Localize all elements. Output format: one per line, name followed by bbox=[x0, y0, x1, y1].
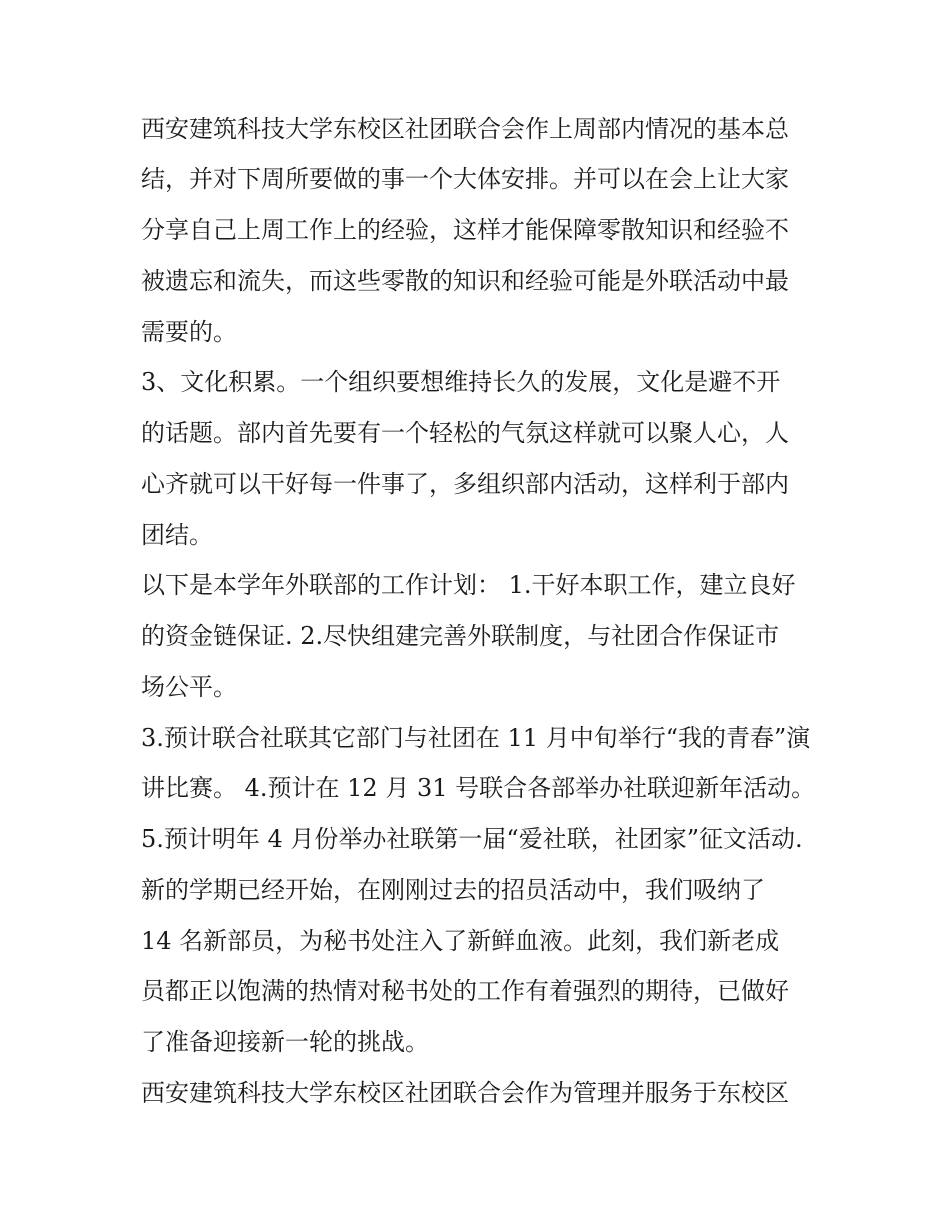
text-line: 3、文化积累。一个组织要想维持长久的发展，文化是避不开 bbox=[141, 368, 781, 396]
text-line: 讲比赛。 4.预计在 12 月 31 号联合各部举办社联迎新年活动。 bbox=[141, 774, 816, 802]
text-line: 的资金链保证. 2.尽快组建完善外联制度，与社团合作保证市 bbox=[141, 622, 780, 650]
text-line: 结，并对下周所要做的事一个大体安排。并可以在会上让大家 bbox=[141, 165, 789, 193]
text-line: 被遗忘和流失，而这些零散的知识和经验可能是外联活动中最 bbox=[141, 267, 789, 295]
text-line: 员都正以饱满的热情对秘书处的工作有着强烈的期待，已做好 bbox=[141, 977, 789, 1005]
text-line: 的话题。部内首先要有一个轻松的气氛这样就可以聚人心，人 bbox=[141, 419, 789, 447]
text-line: 3.预计联合社联其它部门与社团在 11 月中旬举行“我的青春”演 bbox=[141, 724, 811, 752]
text-line: 5.预计明年 4 月份举办社联第一届“爱社联，社团家”征文活动. bbox=[141, 825, 803, 853]
text-line: 新的学期已经开始，在刚刚过去的招员活动中，我们吸纳了 bbox=[141, 876, 765, 904]
text-line: 了准备迎接新一轮的挑战。 bbox=[141, 1028, 429, 1056]
text-line: 团结。 bbox=[141, 521, 213, 549]
text-line: 分享自己上周工作上的经验，这样才能保障零散知识和经验不 bbox=[141, 216, 789, 244]
text-line: 以下是本学年外联部的工作计划： 1.干好本职工作，建立良好 bbox=[141, 571, 796, 599]
text-line: 14 名新部员，为秘书处注入了新鲜血液。此刻，我们新老成 bbox=[141, 927, 780, 955]
text-line: 心齐就可以干好每一件事了，多组织部内活动，这样利于部内 bbox=[141, 470, 789, 498]
text-line: 需要的。 bbox=[141, 318, 237, 346]
text-line: 场公平。 bbox=[141, 673, 237, 701]
text-line: 西安建筑科技大学东校区社团联合会作为管理并服务于东校区 bbox=[141, 1079, 789, 1107]
text-line: 西安建筑科技大学东校区社团联合会作上周部内情况的基本总 bbox=[141, 115, 789, 143]
